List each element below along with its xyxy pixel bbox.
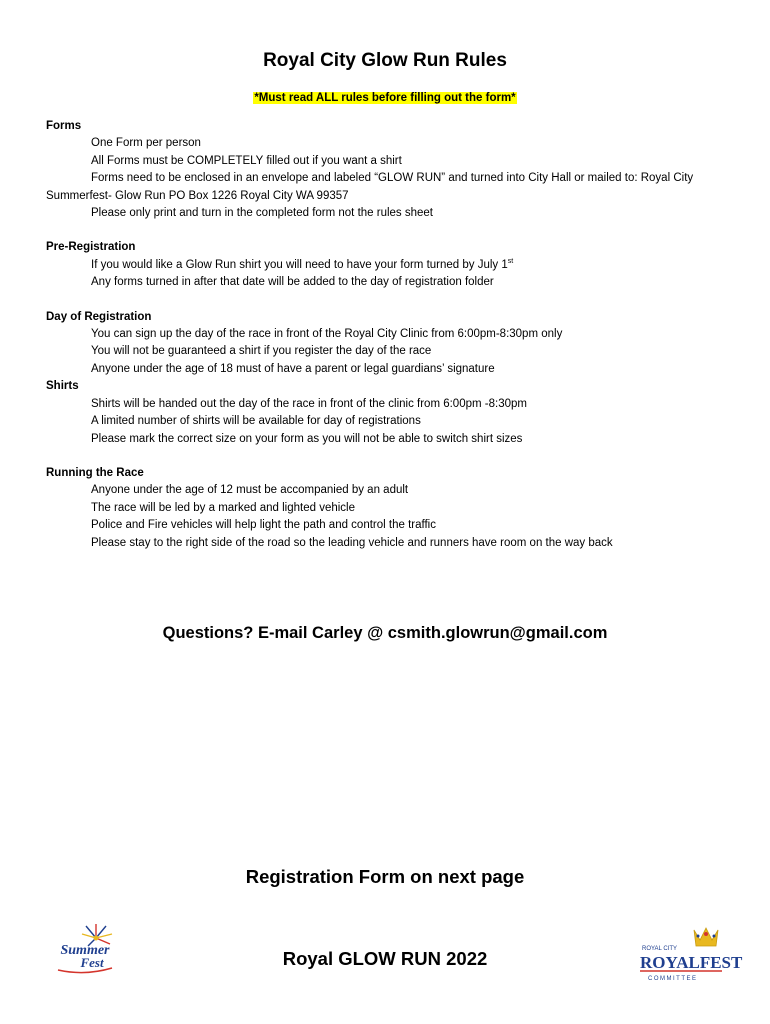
rule-item: Any forms turned in after that date will be added to the day of registration folder xyxy=(91,276,494,289)
royalfest-logo-main: ROYALFEST xyxy=(640,953,743,972)
contact-line: Questions? E-mail Carley @ csmith.glowrun@gmail.com xyxy=(162,624,608,642)
rule-item: If you would like a Glow Run shirt you will need to have your form turned by July 1st xyxy=(91,258,514,271)
rule-item: You will not be guaranteed a shirt if you register the day of the race xyxy=(91,345,432,358)
rule-item: Police and Fire vehicles will help light the path and control the traffic xyxy=(91,519,436,532)
summerfest-logo-text-1: Summer xyxy=(60,943,110,958)
must-read-notice: *Must read ALL rules before filling out the form* xyxy=(254,92,516,104)
rule-item: Forms need to be enclosed in an envelope and labeled “GLOW RUN” and turned into City Hall or mailed to: Royal City Summerfest- Glow Run PO Box 1226 Royal City WA 99357 xyxy=(46,172,694,202)
rule-item: Anyone under the age of 18 must of have a parent or legal guardians’ signature xyxy=(91,362,495,375)
rule-item: A limited number of shirts will be available for day of registrations xyxy=(91,415,421,428)
royalfest-logo-bottom: COMMITTEE xyxy=(648,976,698,982)
royalfest-logo-top: ROYAL CITY xyxy=(642,946,678,952)
section-heading-running-the-race: Running the Race xyxy=(46,466,144,479)
footer-title: Royal GLOW RUN 2022 xyxy=(282,948,488,969)
summerfest-logo-text-2: Fest xyxy=(80,955,104,970)
rule-item: You can sign up the day of the race in front of the Royal City Clinic from 6:00pm-8:30pm only xyxy=(91,328,563,341)
rule-item: All Forms must be COMPLETELY filled out if you want a shirt xyxy=(91,154,402,167)
royalfest-logo xyxy=(636,926,743,986)
summerfest-logo xyxy=(52,920,118,976)
rule-item: One Form per person xyxy=(91,137,201,150)
section-heading-shirts: Shirts xyxy=(46,380,79,393)
rule-item: Anyone under the age of 12 must be accompanied by an adult xyxy=(91,484,409,497)
rule-item: The race will be led by a marked and lighted vehicle xyxy=(91,501,356,514)
rule-item: Shirts will be handed out the day of the race in front of the clinic from 6:00pm -8:30pm xyxy=(91,397,527,410)
rule-item: Please only print and turn in the completed form not the rules sheet xyxy=(91,207,434,220)
next-page-note: Registration Form on next page xyxy=(245,866,525,887)
rule-item: Please mark the correct size on your form as you will not be able to switch shirt sizes xyxy=(91,432,523,445)
rule-item: Please stay to the right side of the road so the leading vehicle and runners have room on the way back xyxy=(91,536,613,549)
page-title: Royal City Glow Run Rules xyxy=(263,50,507,71)
section-heading-pre-registration: Pre-Registration xyxy=(46,241,136,254)
rules-list xyxy=(46,118,736,552)
section-heading-day-of-registration: Day of Registration xyxy=(46,310,152,323)
section-heading-forms: Forms xyxy=(46,120,82,132)
date-superscript: st xyxy=(507,258,514,266)
